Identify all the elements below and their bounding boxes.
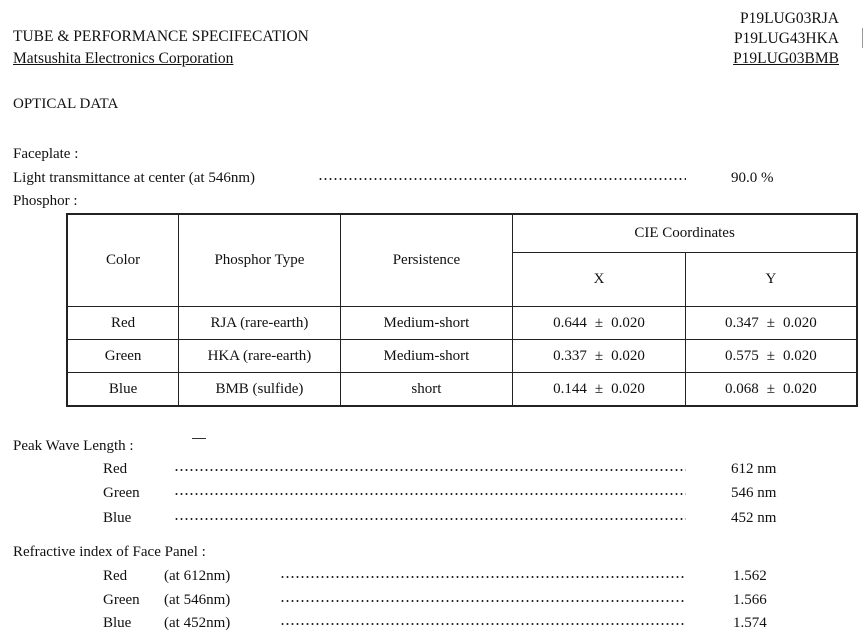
cell-x — [513, 373, 686, 407]
leader-dots — [174, 493, 686, 495]
y-value: 0.347 — [725, 314, 759, 331]
faceplate-value: 90.0 % — [731, 170, 774, 186]
column-header-type: Phosphor Type — [179, 214, 341, 307]
refractive-value: 1.574 — [733, 615, 767, 631]
scrollbar-edge — [862, 28, 867, 48]
table-row — [67, 340, 857, 373]
cell-type: RJA (rare-earth) — [179, 307, 341, 340]
peak-label: Green — [103, 485, 140, 501]
leader-dots — [174, 518, 686, 520]
peak-wave-heading: Peak Wave Length : — [13, 438, 134, 454]
y-tolerance: 0.020 — [783, 347, 817, 364]
refractive-heading: Refractive index of Face Panel : — [13, 544, 206, 560]
refractive-value: 1.566 — [733, 592, 767, 608]
y-tolerance: 0.020 — [783, 314, 817, 331]
leader-dots — [318, 178, 686, 180]
y-value: 0.575 — [725, 347, 759, 364]
model-numbers — [733, 9, 839, 69]
column-header-color: Color — [67, 214, 179, 307]
x-tolerance: 0.020 — [611, 380, 645, 397]
cell-type: HKA (rare-earth) — [179, 340, 341, 373]
model-number: P19LUG43HKA — [733, 30, 839, 47]
section-heading-optical: OPTICAL DATA — [13, 96, 119, 112]
refractive-label: Red — [103, 568, 128, 584]
x-value: 0.644 — [553, 314, 587, 331]
stray-mark — [192, 438, 206, 439]
column-header-y: Y — [685, 253, 857, 307]
cell-persistence: Medium-short — [340, 307, 513, 340]
table-row — [67, 373, 857, 407]
x-tolerance: 0.020 — [611, 314, 645, 331]
phosphor-table — [66, 213, 858, 407]
plus-minus: ± — [594, 347, 604, 364]
cell-x — [513, 340, 686, 373]
cell-y — [685, 307, 857, 340]
refractive-note: (at 546nm) — [164, 592, 231, 608]
x-value: 0.144 — [553, 380, 587, 397]
refractive-value: 1.562 — [733, 568, 767, 584]
plus-minus: ± — [766, 347, 776, 364]
leader-dots — [280, 623, 686, 625]
y-tolerance: 0.020 — [783, 380, 817, 397]
y-value: 0.068 — [725, 380, 759, 397]
leader-dots — [280, 576, 686, 578]
plus-minus: ± — [766, 314, 776, 331]
table-row — [67, 307, 857, 340]
column-header-x: X — [513, 253, 686, 307]
column-header-cie: CIE Coordinates — [513, 214, 857, 253]
cell-persistence: short — [340, 373, 513, 407]
refractive-label: Blue — [103, 615, 132, 631]
faceplate-heading: Faceplate : — [13, 146, 79, 162]
refractive-label: Green — [103, 592, 140, 608]
peak-label: Red — [103, 461, 128, 477]
faceplate-label: Light transmittance at center (at 546nm) — [13, 170, 255, 186]
model-number: P19LUG03RJA — [739, 10, 839, 27]
x-tolerance: 0.020 — [611, 347, 645, 364]
peak-value: 546 nm — [731, 485, 777, 501]
x-value: 0.337 — [553, 347, 587, 364]
cell-y — [685, 340, 857, 373]
cell-color: Blue — [67, 373, 179, 407]
cell-x — [513, 307, 686, 340]
phosphor-heading: Phosphor : — [13, 193, 78, 209]
company-name: Matsushita Electronics Corporation — [13, 50, 234, 67]
plus-minus: ± — [766, 380, 776, 397]
model-number: P19LUG03BMB — [733, 50, 839, 67]
leader-dots — [174, 469, 686, 471]
cell-color: Green — [67, 340, 179, 373]
refractive-note: (at 452nm) — [164, 615, 231, 631]
cell-color: Red — [67, 307, 179, 340]
document-title: TUBE & PERFORMANCE SPECIFECATION — [13, 28, 309, 45]
refractive-note: (at 612nm) — [164, 568, 231, 584]
leader-dots — [280, 600, 686, 602]
cell-persistence: Medium-short — [340, 340, 513, 373]
cell-type: BMB (sulfide) — [179, 373, 341, 407]
plus-minus: ± — [594, 380, 604, 397]
peak-label: Blue — [103, 510, 132, 526]
peak-value: 452 nm — [731, 510, 777, 526]
peak-value: 612 nm — [731, 461, 777, 477]
plus-minus: ± — [594, 314, 604, 331]
cell-y — [685, 373, 857, 407]
column-header-persistence: Persistence — [340, 214, 513, 307]
